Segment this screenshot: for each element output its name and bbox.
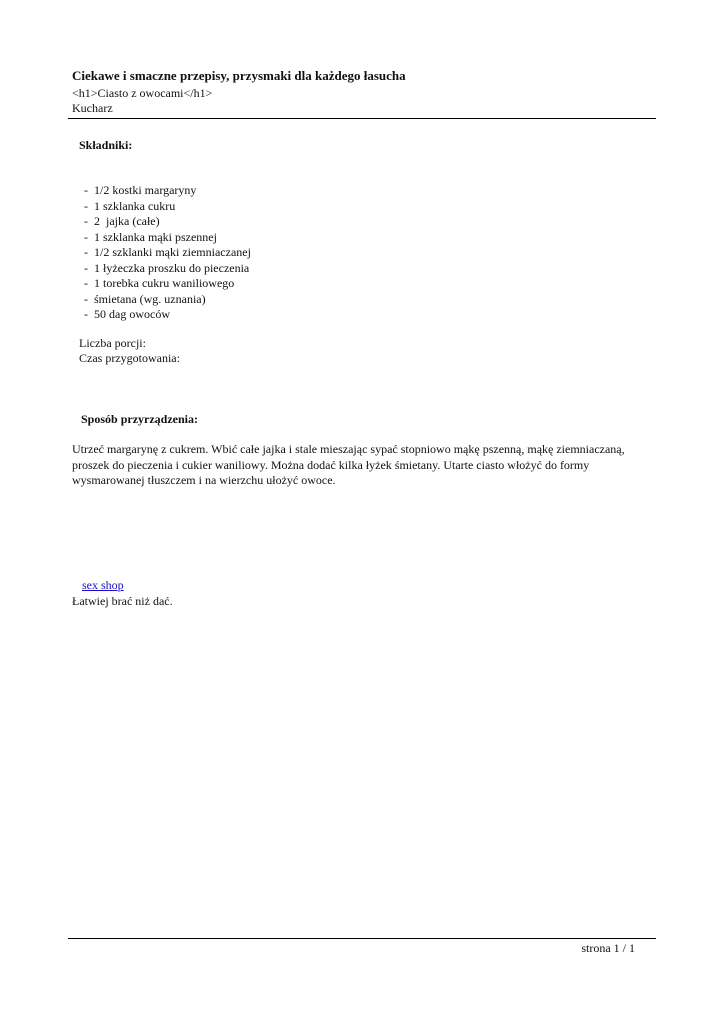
list-item: - 1 torebka cukru waniliowego bbox=[84, 276, 235, 290]
footer-divider bbox=[68, 938, 656, 939]
page-number: strona 1 / 1 bbox=[581, 941, 635, 955]
list-item: - 1 szklanka cukru bbox=[84, 198, 176, 213]
portions-label: Liczba porcji: bbox=[79, 336, 146, 350]
motto-text: Łatwiej brać niż dać. bbox=[72, 594, 173, 608]
list-item: - 2 jajka (całe) bbox=[84, 214, 160, 228]
prep-time-label: Czas przygotowania: bbox=[79, 351, 180, 365]
ingredients-heading: Składniki: bbox=[79, 138, 133, 152]
list-item: - 1 łyżeczka proszku do pieczenia bbox=[84, 260, 250, 275]
list-item: - 1 szklanka mąki pszennej bbox=[84, 229, 217, 244]
ingredients-list bbox=[84, 183, 251, 323]
header-divider bbox=[68, 118, 656, 119]
list-item: - 50 dag owoców bbox=[84, 307, 170, 321]
method-text: Utrzeć margarynę z cukrem. Wbić całe jajka i stale mieszając sypać stopniowo mąkę pszenną, mąkę ziemniaczaną, proszek do pieczenia i cukier waniliowy. Można dodać kilka łyżek śmietany. Utarte ciasto włożyć do formy wysmarowanej tłuszczem i na wierzchu ułożyć owoce. bbox=[72, 442, 625, 487]
site-title: Ciekawe i smaczne przepisy, przysmaki dla każdego łasucha bbox=[72, 68, 406, 83]
list-item: - śmietana (wg. uznania) bbox=[84, 291, 206, 306]
author: Kucharz bbox=[72, 101, 113, 115]
sex-shop-link[interactable]: sex shop bbox=[82, 578, 124, 592]
list-item: - 1/2 kostki margaryny bbox=[84, 183, 197, 197]
recipe-title: <h1>Ciasto z owocami</h1> bbox=[72, 86, 213, 100]
method-heading: Sposób przyrządzenia: bbox=[81, 412, 198, 426]
list-item: - 1/2 szklanki mąki ziemniaczanej bbox=[84, 245, 251, 259]
